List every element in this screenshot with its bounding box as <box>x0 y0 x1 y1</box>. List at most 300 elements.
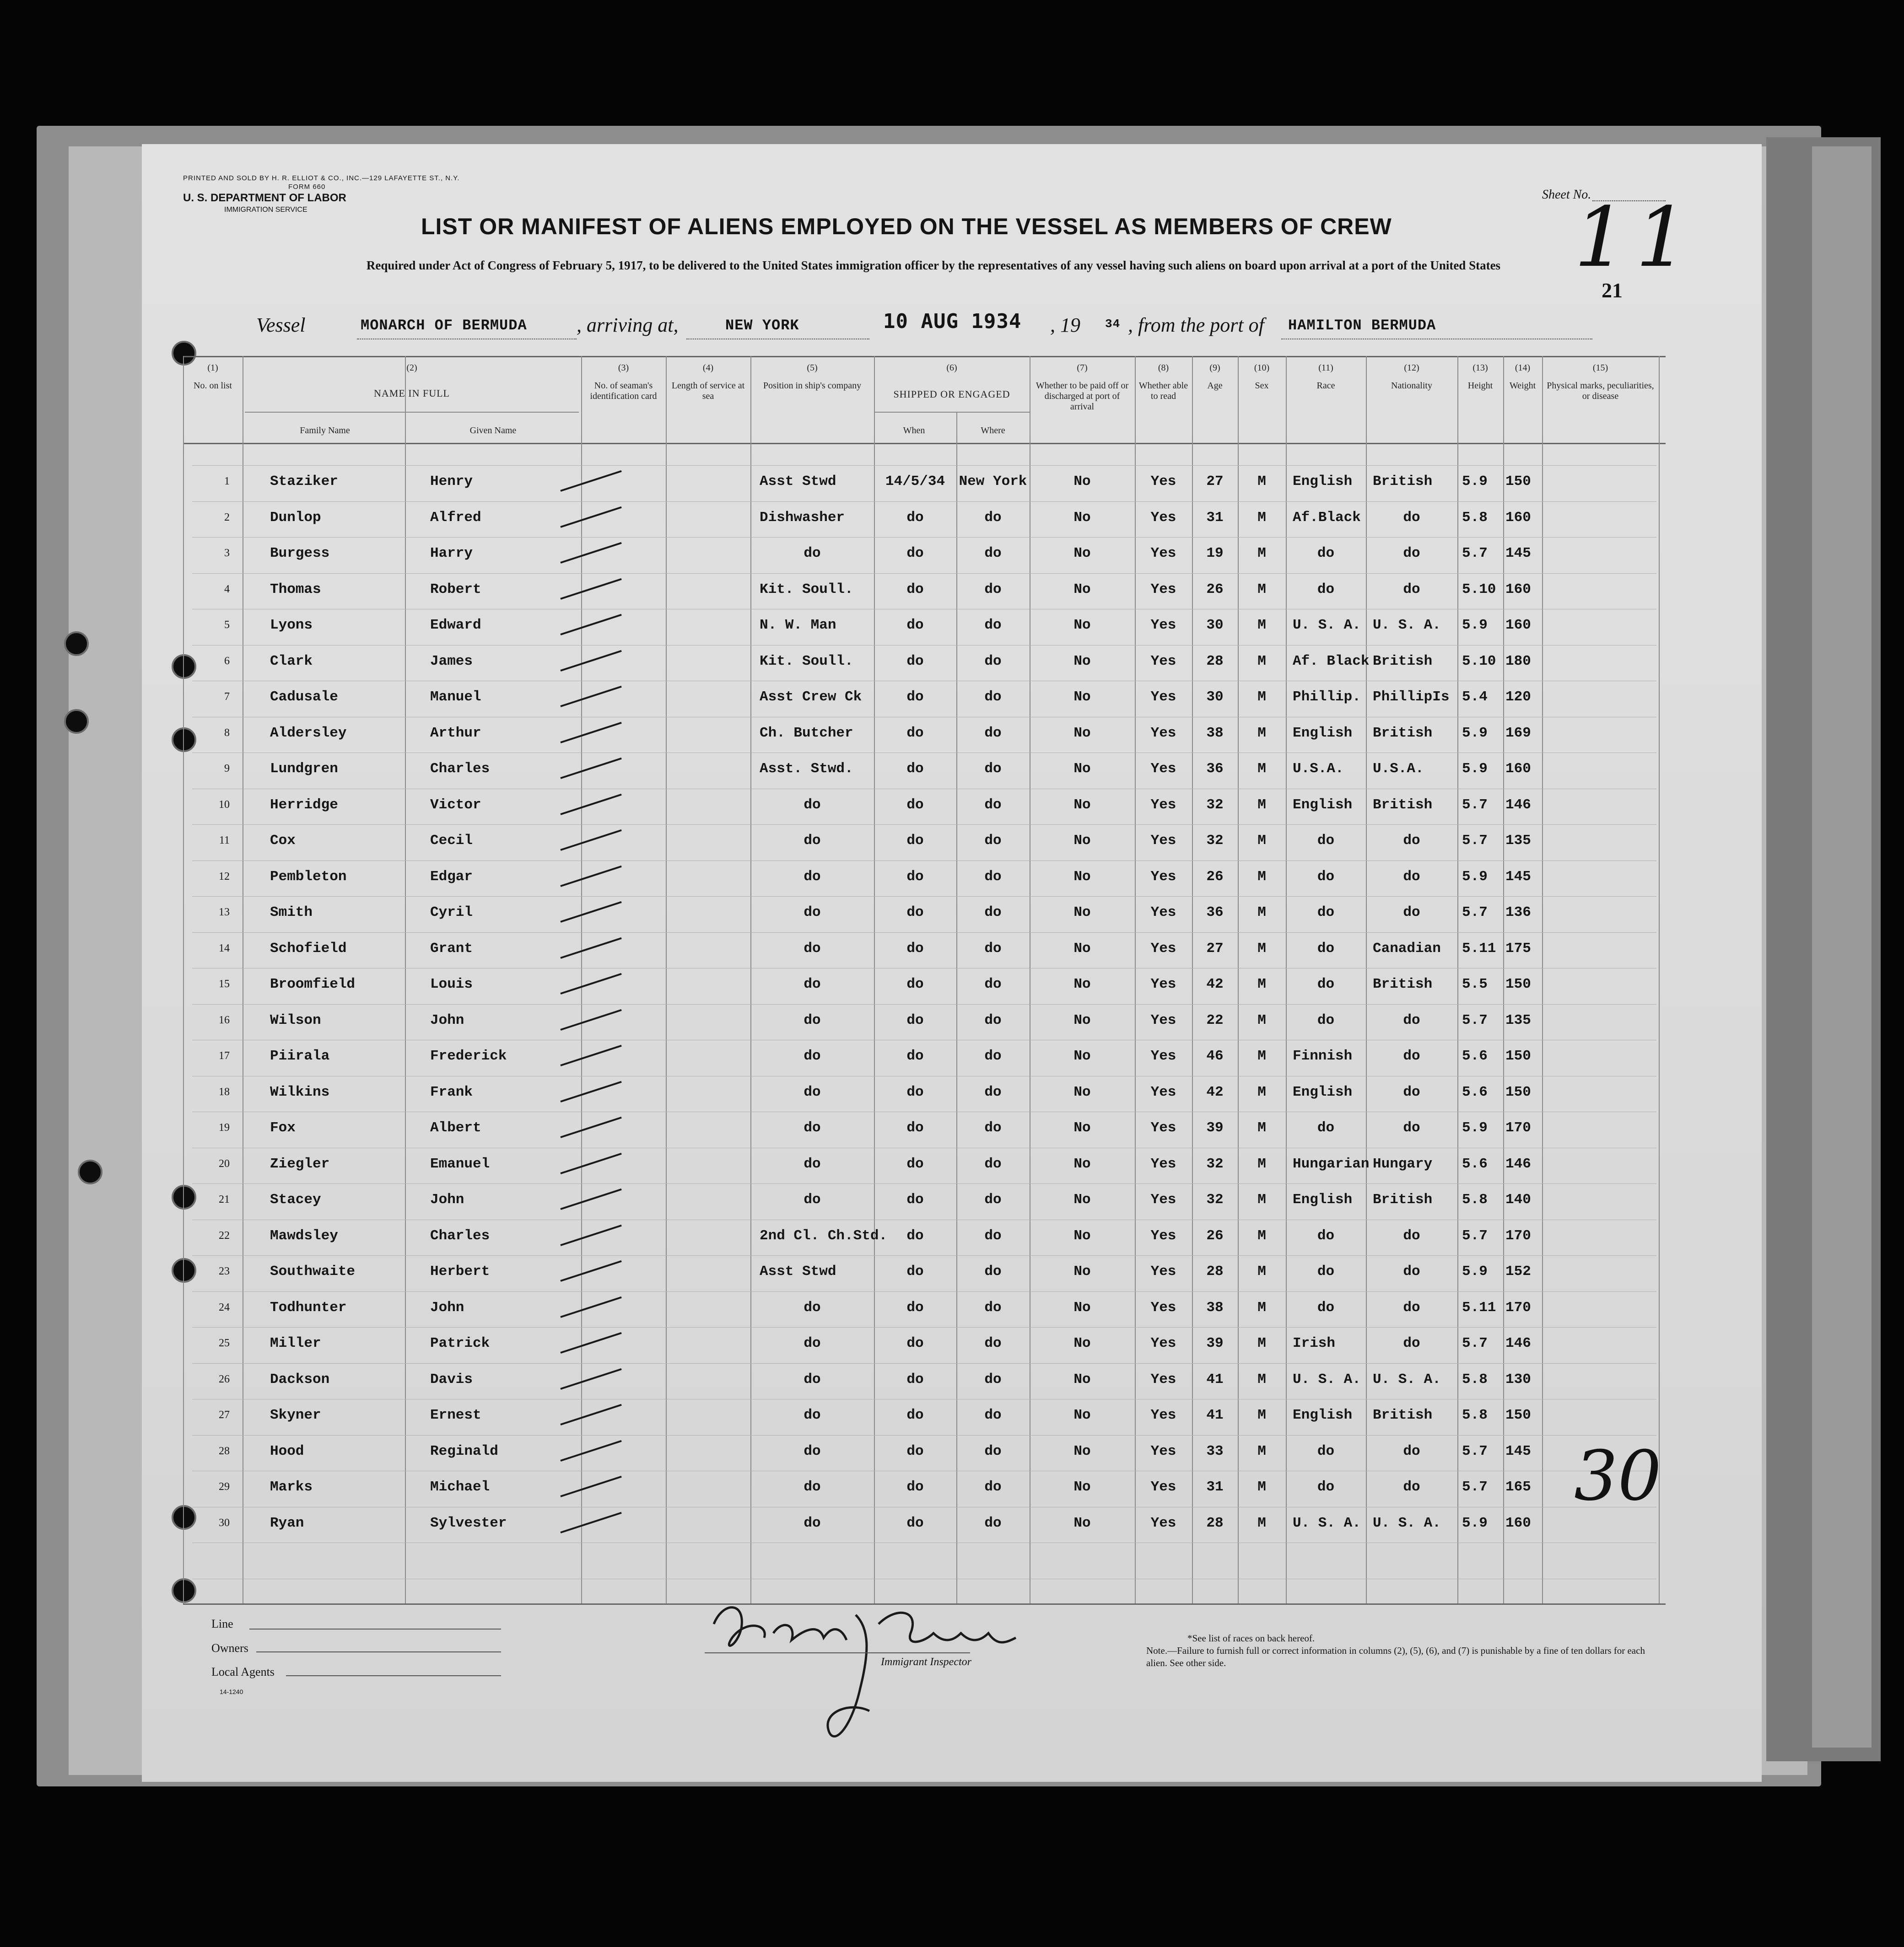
position-cell: do <box>804 1120 821 1136</box>
line-label: Line <box>211 1617 233 1630</box>
column-number: (7) <box>1077 363 1088 373</box>
weight-cell: 170 <box>1505 1227 1531 1244</box>
shipped-when-cell: do <box>906 1479 924 1495</box>
shipped-when-cell: do <box>906 689 924 705</box>
race-cell: do <box>1317 1120 1335 1136</box>
given-name-cell: Cecil <box>430 833 473 849</box>
shipped-when-cell: do <box>906 1120 924 1136</box>
position-cell: do <box>804 940 821 957</box>
printer-imprint: PRINTED AND SOLD BY H. R. ELLIOT & CO., INC.—129 LAFAYETTE ST., N.Y. FORM 660 <box>183 174 460 191</box>
position-cell: Ch. Butcher <box>760 725 853 741</box>
height-cell: 5.9 <box>1462 1515 1488 1531</box>
paid-off-cell: No <box>1073 1012 1091 1028</box>
signature-graphic <box>705 1597 1025 1761</box>
weight-cell: 160 <box>1505 581 1531 597</box>
position-cell: do <box>804 1012 821 1028</box>
column-header: Height <box>1467 381 1493 391</box>
shipped-when-cell: do <box>906 1156 924 1172</box>
able-to-read-cell: Yes <box>1150 940 1176 957</box>
shipped-where-cell: do <box>984 940 1002 957</box>
race-cell: Hungarian <box>1293 1156 1370 1172</box>
weight-cell: 150 <box>1505 473 1531 489</box>
family-name-cell: Burgess <box>270 545 330 561</box>
family-name-cell: Stacey <box>270 1192 321 1208</box>
race-cell: Af. Black <box>1293 653 1370 669</box>
footer-note <box>1146 1632 1654 1669</box>
row-rule <box>192 824 1656 825</box>
list-number-cell: 11 <box>219 834 230 846</box>
weight-cell: 136 <box>1505 904 1531 920</box>
paid-off-cell: No <box>1073 1192 1091 1208</box>
list-number-cell: 8 <box>224 726 230 739</box>
able-to-read-cell: Yes <box>1150 1479 1176 1495</box>
given-name-cell: Reginald <box>430 1443 498 1459</box>
shipped-where-cell: do <box>984 1156 1002 1172</box>
race-cell: do <box>1317 976 1335 992</box>
shipped-where-cell: do <box>984 725 1002 741</box>
weight-cell: 160 <box>1505 509 1531 526</box>
punch-hole <box>172 1505 196 1530</box>
nationality-cell: U. S. A. <box>1373 1515 1441 1531</box>
list-number-cell: 4 <box>224 583 230 595</box>
able-to-read-cell: Yes <box>1150 1192 1176 1208</box>
height-cell: 5.9 <box>1462 1264 1488 1280</box>
sex-cell: M <box>1257 1407 1266 1423</box>
height-cell: 5.5 <box>1462 976 1488 992</box>
paid-off-cell: No <box>1073 725 1091 741</box>
from-port: HAMILTON BERMUDA <box>1288 317 1436 334</box>
age-cell: 32 <box>1206 833 1224 849</box>
nationality-cell: do <box>1403 868 1420 885</box>
family-name-cell: Fox <box>270 1120 296 1136</box>
age-cell: 42 <box>1206 1084 1224 1100</box>
family-name-cell: Hood <box>270 1443 304 1459</box>
family-name-cell: Dunlop <box>270 509 321 526</box>
subcol-where: Where <box>981 425 1005 436</box>
sex-cell: M <box>1257 796 1266 813</box>
shipped-where-cell: do <box>984 1515 1002 1531</box>
height-cell: 5.6 <box>1462 1156 1488 1172</box>
paid-off-cell: No <box>1073 545 1091 561</box>
sex-cell: M <box>1257 1227 1266 1244</box>
sheet-number-handwritten: 11 <box>1574 190 1698 285</box>
sex-cell: M <box>1257 1335 1266 1351</box>
weight-cell: 135 <box>1505 833 1531 849</box>
paid-off-cell: No <box>1073 796 1091 813</box>
weight-cell: 120 <box>1505 689 1531 705</box>
race-cell: English <box>1293 1407 1353 1423</box>
name-family-given-rule <box>405 412 406 1603</box>
column-number: (4) <box>702 363 714 373</box>
paid-off-cell: No <box>1073 1479 1091 1495</box>
column-header: SHIPPED OR ENGAGED <box>893 388 1010 400</box>
height-cell: 5.7 <box>1462 1227 1488 1244</box>
able-to-read-cell: Yes <box>1150 1084 1176 1100</box>
paid-off-cell: No <box>1073 1443 1091 1459</box>
nationality-cell: British <box>1373 796 1433 813</box>
paid-off-cell: No <box>1073 1048 1091 1064</box>
height-cell: 5.10 <box>1462 581 1496 597</box>
able-to-read-cell: Yes <box>1150 1048 1176 1064</box>
position-cell: do <box>804 796 821 813</box>
shipped-when-cell: do <box>906 1443 924 1459</box>
position-cell: Kit. Soull. <box>760 653 853 669</box>
sex-cell: M <box>1257 725 1266 741</box>
list-number-cell: 21 <box>219 1194 230 1205</box>
paid-off-cell: No <box>1073 940 1091 957</box>
nationality-cell: do <box>1403 1012 1420 1028</box>
age-cell: 27 <box>1206 473 1224 489</box>
paid-off-cell: No <box>1073 581 1091 597</box>
nationality-cell: British <box>1373 976 1433 992</box>
shipped-where-cell: do <box>984 833 1002 849</box>
age-cell: 36 <box>1206 904 1224 920</box>
punch-hole <box>78 1160 102 1184</box>
list-number-cell: 14 <box>219 942 230 954</box>
handwritten-total: 30 <box>1574 1436 1661 1516</box>
paid-off-cell: No <box>1073 1515 1091 1531</box>
shipped-when-cell: do <box>906 1048 924 1064</box>
row-rule <box>192 501 1656 502</box>
height-cell: 5.7 <box>1462 796 1488 813</box>
age-cell: 38 <box>1206 725 1224 741</box>
vessel-info-row <box>256 310 1606 341</box>
row-rule <box>192 932 1656 933</box>
punch-hole <box>64 631 89 656</box>
position-cell: N. W. Man <box>760 617 836 633</box>
owners-label: Owners <box>211 1641 248 1655</box>
family-name-cell: Piirala <box>270 1048 330 1064</box>
able-to-read-cell: Yes <box>1150 653 1176 669</box>
shipped-when-cell: do <box>906 940 924 957</box>
arriving-label: , arriving at, <box>577 314 679 336</box>
weight-cell: 152 <box>1505 1264 1531 1280</box>
family-name-cell: Dackson <box>270 1371 330 1388</box>
nationality-cell: do <box>1403 581 1420 597</box>
weight-cell: 130 <box>1505 1371 1531 1388</box>
given-name-cell: Emanuel <box>430 1156 490 1172</box>
position-cell: Kit. Soull. <box>760 581 853 597</box>
race-cell: Phillip. <box>1293 689 1361 705</box>
age-cell: 31 <box>1206 1479 1224 1495</box>
given-name-cell: Robert <box>430 581 481 597</box>
weight-cell: 169 <box>1505 725 1531 741</box>
family-name-cell: Lundgren <box>270 761 338 777</box>
sex-cell: M <box>1257 1048 1266 1064</box>
shipped-when-cell: do <box>906 1299 924 1316</box>
shipped-where-cell: do <box>984 545 1002 561</box>
list-number-cell: 29 <box>219 1481 230 1493</box>
given-name-cell: Edgar <box>430 868 473 885</box>
column-header: NAME IN FULL <box>374 387 450 399</box>
shipped-where-cell: do <box>984 796 1002 813</box>
column-rule <box>1366 356 1367 1603</box>
paid-off-cell: No <box>1073 761 1091 777</box>
sex-cell: M <box>1257 1443 1266 1459</box>
list-number-cell: 22 <box>219 1229 230 1242</box>
column-header: No. on list <box>194 381 232 391</box>
column-rule <box>666 356 667 1603</box>
height-cell: 5.8 <box>1462 1407 1488 1423</box>
column-header: Age <box>1207 381 1223 391</box>
name-subheader-rule <box>245 412 579 413</box>
able-to-read-cell: Yes <box>1150 1443 1176 1459</box>
paid-off-cell: No <box>1073 1156 1091 1172</box>
list-number-cell: 9 <box>224 763 230 774</box>
sex-cell: M <box>1257 976 1266 992</box>
race-cell: Irish <box>1293 1335 1336 1351</box>
list-number-cell: 10 <box>219 798 230 811</box>
sex-cell: M <box>1257 761 1266 777</box>
weight-cell: 160 <box>1505 617 1531 633</box>
position-cell: do <box>804 904 821 920</box>
column-number: (13) <box>1472 363 1488 373</box>
family-name-cell: Thomas <box>270 581 321 597</box>
age-cell: 33 <box>1206 1443 1224 1459</box>
column-rule <box>1503 356 1504 1603</box>
able-to-read-cell: Yes <box>1150 473 1176 489</box>
vessel-name: MONARCH OF BERMUDA <box>361 317 527 334</box>
row-rule <box>192 1435 1656 1436</box>
column-header: No. of seaman's identification card <box>590 381 657 401</box>
race-cell: Finnish <box>1293 1048 1353 1064</box>
row-rule <box>192 1291 1656 1292</box>
row-rule <box>192 1004 1656 1005</box>
shipped-when-cell: do <box>906 1335 924 1351</box>
weight-cell: 145 <box>1505 868 1531 885</box>
sex-cell: M <box>1257 581 1266 597</box>
paid-off-cell: No <box>1073 904 1091 920</box>
punch-hole <box>172 654 196 679</box>
shipped-where-cell: do <box>984 581 1002 597</box>
column-number: (11) <box>1318 363 1333 373</box>
nationality-cell: U. S. A. <box>1373 1371 1441 1388</box>
age-cell: 39 <box>1206 1335 1224 1351</box>
age-cell: 30 <box>1206 617 1224 633</box>
height-cell: 5.7 <box>1462 1479 1488 1495</box>
sex-cell: M <box>1257 1084 1266 1100</box>
shipped-where-cell: do <box>984 1371 1002 1388</box>
sex-cell: M <box>1257 1012 1266 1028</box>
position-cell: Asst Crew Ck <box>760 689 862 705</box>
shipped-subheader-rule <box>874 412 1030 413</box>
sex-cell: M <box>1257 1371 1266 1388</box>
nationality-cell: British <box>1373 653 1433 669</box>
paid-off-cell: No <box>1073 833 1091 849</box>
given-name-cell: Victor <box>430 796 481 813</box>
sex-cell: M <box>1257 617 1266 633</box>
family-name-cell: Cox <box>270 833 296 849</box>
form-code: 14-1240 <box>220 1688 243 1695</box>
shipped-when-cell: do <box>906 976 924 992</box>
sheet-number-label: Sheet No. <box>1542 188 1591 202</box>
race-cell: do <box>1317 1227 1335 1244</box>
given-name-cell: Charles <box>430 761 490 777</box>
list-number-cell: 25 <box>219 1337 230 1349</box>
shipped-where-cell: do <box>984 1299 1002 1316</box>
column-number: (8) <box>1158 363 1169 373</box>
list-number-cell: 1 <box>224 475 230 487</box>
height-cell: 5.8 <box>1462 509 1488 526</box>
age-cell: 31 <box>1206 509 1224 526</box>
race-cell: U. S. A. <box>1293 1371 1361 1388</box>
family-name-cell: Pembleton <box>270 868 347 885</box>
race-cell: do <box>1317 1443 1335 1459</box>
age-cell: 26 <box>1206 1227 1224 1244</box>
family-name-cell: Miller <box>270 1335 321 1351</box>
race-cell: U. S. A. <box>1293 617 1361 633</box>
age-cell: 26 <box>1206 868 1224 885</box>
race-cell: English <box>1293 1192 1353 1208</box>
list-number-cell: 15 <box>219 978 230 990</box>
column-header: Whether able to read <box>1138 381 1188 401</box>
paid-off-cell: No <box>1073 689 1091 705</box>
race-cell: do <box>1317 904 1335 920</box>
age-cell: 30 <box>1206 689 1224 705</box>
row-rule <box>192 1327 1656 1328</box>
height-cell: 5.10 <box>1462 653 1496 669</box>
height-cell: 5.7 <box>1462 1335 1488 1351</box>
sex-cell: M <box>1257 1299 1266 1316</box>
age-cell: 36 <box>1206 761 1224 777</box>
row-rule <box>192 1363 1656 1364</box>
paid-off-cell: No <box>1073 976 1091 992</box>
able-to-read-cell: Yes <box>1150 904 1176 920</box>
column-rule <box>1542 356 1543 1603</box>
arriving-port: NEW YORK <box>725 317 799 334</box>
subcol-family-name: Family Name <box>300 425 350 436</box>
weight-cell: 145 <box>1505 1443 1531 1459</box>
list-number-cell: 16 <box>219 1014 230 1026</box>
family-name-cell: Aldersley <box>270 725 347 741</box>
weight-cell: 145 <box>1505 545 1531 561</box>
given-name-cell: Louis <box>430 976 473 992</box>
position-cell: do <box>804 868 821 885</box>
able-to-read-cell: Yes <box>1150 617 1176 633</box>
shipped-where-cell: do <box>984 761 1002 777</box>
given-name-cell: Manuel <box>430 689 481 705</box>
row-rule <box>192 1183 1656 1184</box>
shipped-when-cell: do <box>906 509 924 526</box>
able-to-read-cell: Yes <box>1150 1299 1176 1316</box>
race-cell: do <box>1317 833 1335 849</box>
list-number-cell: 6 <box>224 655 230 667</box>
able-to-read-cell: Yes <box>1150 1407 1176 1423</box>
shipped-when-cell: do <box>906 1227 924 1244</box>
sex-cell: M <box>1257 689 1266 705</box>
family-name-cell: Smith <box>270 904 313 920</box>
column-number: (3) <box>618 363 629 373</box>
age-cell: 19 <box>1206 545 1224 561</box>
race-cell: U.S.A. <box>1293 761 1344 777</box>
height-cell: 5.8 <box>1462 1192 1488 1208</box>
height-cell: 5.9 <box>1462 473 1488 489</box>
height-cell: 5.7 <box>1462 1012 1488 1028</box>
given-name-cell: John <box>430 1012 464 1028</box>
list-number-cell: 24 <box>219 1301 230 1313</box>
column-number: (6) <box>946 363 957 373</box>
nationality-cell: British <box>1373 1192 1433 1208</box>
position-cell: 2nd Cl. Ch.Std. <box>760 1227 888 1244</box>
nationality-cell: do <box>1403 545 1420 561</box>
shipped-when-cell: do <box>906 617 924 633</box>
paid-off-cell: No <box>1073 509 1091 526</box>
height-cell: 5.6 <box>1462 1084 1488 1100</box>
race-cell: English <box>1293 1084 1353 1100</box>
year-suffix: 34 <box>1105 317 1121 331</box>
position-cell: Asst Stwd <box>760 473 836 489</box>
column-header: Sex <box>1255 381 1269 391</box>
age-cell: 32 <box>1206 796 1224 813</box>
age-cell: 46 <box>1206 1048 1224 1064</box>
able-to-read-cell: Yes <box>1150 833 1176 849</box>
column-number: (10) <box>1254 363 1270 373</box>
weight-cell: 150 <box>1505 1084 1531 1100</box>
shipped-where-cell: do <box>984 653 1002 669</box>
nationality-cell: do <box>1403 1227 1420 1244</box>
list-number-cell: 17 <box>219 1050 230 1062</box>
paid-off-cell: No <box>1073 1264 1091 1280</box>
list-number-cell: 28 <box>219 1445 230 1457</box>
sex-cell: M <box>1257 940 1266 957</box>
sex-cell: M <box>1257 545 1266 561</box>
nationality-cell: Hungary <box>1373 1156 1433 1172</box>
height-cell: 5.7 <box>1462 545 1488 561</box>
nationality-cell: do <box>1403 1299 1420 1316</box>
race-cell: English <box>1293 473 1353 489</box>
race-cell: do <box>1317 1479 1335 1495</box>
weight-cell: 170 <box>1505 1299 1531 1316</box>
weight-cell: 140 <box>1505 1192 1531 1208</box>
family-name-cell: Marks <box>270 1479 313 1495</box>
shipped-where-cell: do <box>984 1048 1002 1064</box>
family-name-cell: Ryan <box>270 1515 304 1531</box>
given-name-cell: Sylvester <box>430 1515 507 1531</box>
nationality-cell: do <box>1403 1264 1420 1280</box>
shipped-where-cell: do <box>984 1443 1002 1459</box>
nationality-cell: British <box>1373 473 1433 489</box>
race-cell: do <box>1317 545 1335 561</box>
able-to-read-cell: Yes <box>1150 1371 1176 1388</box>
column-number: (15) <box>1592 363 1608 373</box>
able-to-read-cell: Yes <box>1150 725 1176 741</box>
race-cell: do <box>1317 1012 1335 1028</box>
stacked-sheet-edge <box>1812 146 1872 1748</box>
column-header: Weight <box>1509 381 1536 391</box>
shipped-where-cell: do <box>984 1407 1002 1423</box>
age-cell: 41 <box>1206 1407 1224 1423</box>
given-name-cell: Ernest <box>430 1407 481 1423</box>
height-cell: 5.9 <box>1462 1120 1488 1136</box>
shipped-where-cell: do <box>984 689 1002 705</box>
subcol-given-name: Given Name <box>469 425 517 436</box>
column-number: (5) <box>807 363 818 373</box>
nationality-cell: do <box>1403 1479 1420 1495</box>
race-cell: do <box>1317 868 1335 885</box>
position-cell: do <box>804 976 821 992</box>
shipped-when-cell: do <box>906 1012 924 1028</box>
shipped-where-cell: do <box>984 1120 1002 1136</box>
family-name-cell: Wilkins <box>270 1084 330 1100</box>
sex-cell: M <box>1257 1156 1266 1172</box>
given-name-cell: Frederick <box>430 1048 507 1064</box>
race-cell: do <box>1317 940 1335 957</box>
inspector-label: Immigrant Inspector <box>881 1656 971 1668</box>
age-cell: 38 <box>1206 1299 1224 1316</box>
able-to-read-cell: Yes <box>1150 761 1176 777</box>
family-name-cell: Clark <box>270 653 313 669</box>
column-header: Race <box>1316 381 1335 391</box>
